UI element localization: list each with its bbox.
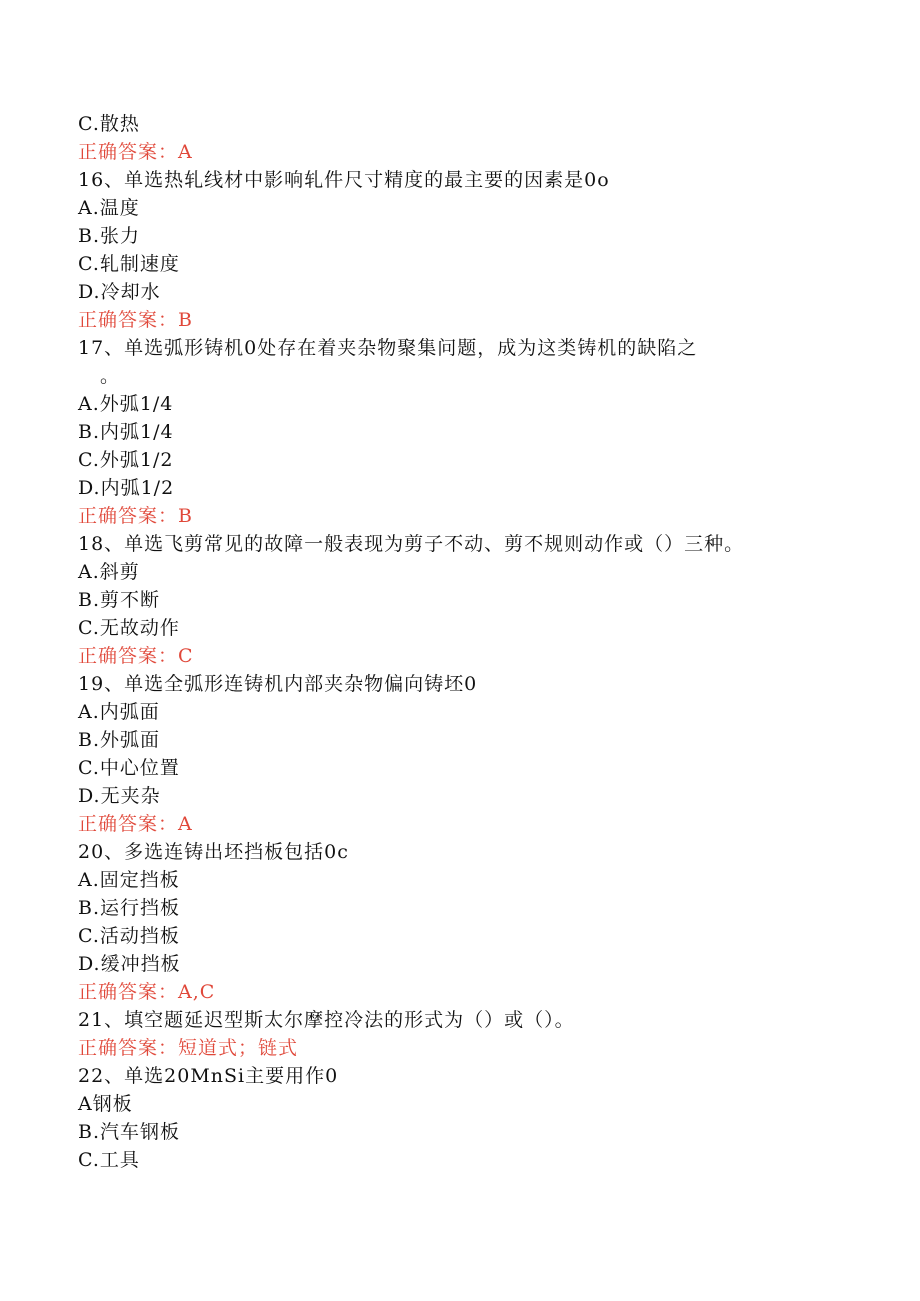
option-line: B.运行挡板 [78, 897, 181, 919]
option-line: B.内弧1/4 [78, 421, 174, 443]
option-line: A钢板 [78, 1093, 133, 1115]
answer-line: 正确答案：短道式；链式 [78, 1037, 299, 1059]
question-line: 20、多选连铸出坯挡板包括0c [78, 841, 349, 863]
question-line: 19、单选全弧形连铸机内部夹杂物偏向铸坯0 [78, 673, 478, 695]
option-line: A.内弧面 [78, 701, 160, 723]
option-line: A.固定挡板 [78, 869, 180, 891]
option-line: A.外弧1/4 [78, 393, 174, 415]
option-line: C.中心位置 [78, 757, 180, 779]
answer-line: 正确答案：B [78, 505, 193, 527]
answer-line: 正确答案：A [78, 813, 193, 835]
option-line: C.外弧1/2 [78, 449, 174, 471]
option-line: A.温度 [78, 197, 140, 219]
question-line: 21、填空题延迟型斯太尔摩控冷法的形式为（）或（）。 [78, 1009, 575, 1031]
option-line: B.剪不断 [78, 589, 161, 611]
option-line: C.散热 [78, 113, 140, 135]
question-line: 16、单选热轧线材中影响轧件尺寸精度的最主要的因素是0o [78, 169, 610, 191]
option-line: D.无夹杂 [78, 785, 161, 807]
option-line: B.外弧面 [78, 729, 161, 751]
question-line: 18、单选飞剪常见的故障一般表现为剪子不动、剪不规则动作或（）三种。 [78, 533, 745, 555]
option-line: C.活动挡板 [78, 925, 180, 947]
option-line: B.张力 [78, 225, 141, 247]
question-line: 17、单选弧形铸机0处存在着夹杂物聚集问题，成为这类铸机的缺陷之 [78, 337, 698, 359]
option-line: D.冷却水 [78, 281, 161, 303]
answer-line: 正确答案：A,C [78, 981, 216, 1003]
question-continuation-line: 。 [100, 365, 121, 387]
option-line: A.斜剪 [78, 561, 140, 583]
question-line: 22、单选20MnSi主要用作0 [78, 1065, 339, 1087]
option-line: B.汽车钢板 [78, 1121, 181, 1143]
answer-line: 正确答案：A [78, 141, 193, 163]
option-line: C.轧制速度 [78, 253, 180, 275]
answer-line: 正确答案：C [78, 645, 194, 667]
question-list [78, 110, 838, 1174]
answer-line: 正确答案：B [78, 309, 193, 331]
option-line: C.工具 [78, 1149, 140, 1171]
option-line: C.无故动作 [78, 617, 180, 639]
option-line: D.内弧1/2 [78, 477, 175, 499]
option-line: D.缓冲挡板 [78, 953, 181, 975]
